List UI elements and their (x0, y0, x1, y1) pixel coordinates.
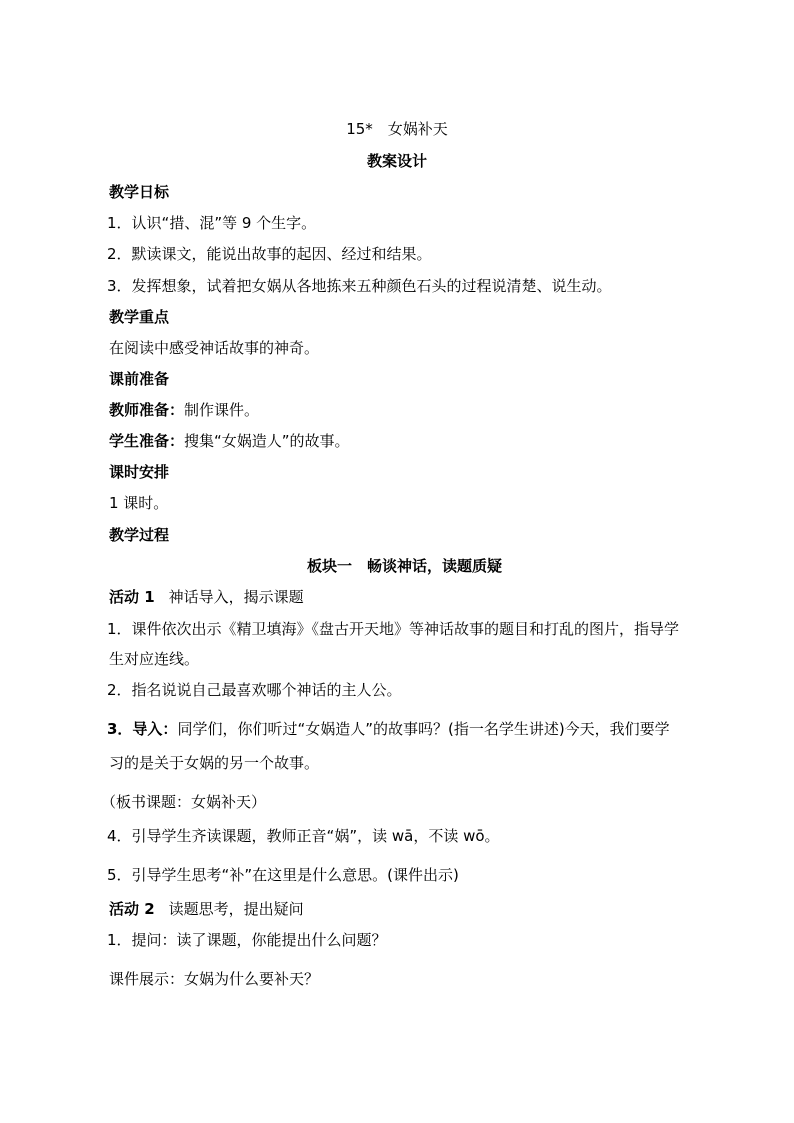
a1-item-3-label: 3．导入： (107, 720, 178, 738)
a1-item-3-line2: 习的是关于女娲的另一个故事。 (109, 754, 320, 772)
prep-student (109, 431, 724, 451)
block-heading-1: 板块一 畅谈神话，读题质疑 (307, 557, 503, 575)
activity-2-title: 读题思考，提出疑问 (168, 900, 304, 918)
a2-courseware-show: 课件展示：女娲为什么要补天？ (109, 970, 320, 988)
section-heading-goals: 教学日标 (109, 183, 170, 201)
activity-1-heading (109, 587, 724, 607)
time-item-1: 1 课时。 (109, 494, 169, 512)
section-heading-key: 教学重点 (109, 308, 170, 326)
a1-item-3-line1 (107, 719, 722, 739)
goal-item-3: 3．发挥想象，试着把女娲从各地拣来五种颜色石头的过程说清楚、说生动。 (107, 277, 612, 295)
a1-item-3-text: 同学们，你们听过“女娲造人”的故事吗？(指一名学生讲述)今天，我们要学 (177, 720, 670, 738)
document-title: 15* 女娲补天 (346, 120, 448, 138)
a1-item-2: 2．指名说说自己最喜欢哪个神话的主人公。 (107, 681, 402, 699)
prep-teacher (109, 400, 724, 420)
section-heading-prep: 课前准备 (109, 370, 170, 388)
a1-item-1-line2: 生对应连线。 (109, 650, 200, 668)
activity-2-heading (109, 899, 724, 919)
activity-1-label: 活动 1 (109, 588, 155, 606)
activity-1-title: 神话导入，揭示课题 (168, 588, 304, 606)
a1-item-1-line1: 1．课件依次出示《精卫填海》《盘古开天地》等神话故事的题目和打乱的图片，指导学 (107, 620, 680, 638)
prep-teacher-text: 制作课件。 (184, 401, 260, 419)
prep-student-label: 学生准备： (109, 432, 185, 450)
section-heading-process: 教学过程 (109, 526, 170, 544)
section-heading-time: 课时安排 (109, 463, 170, 481)
prep-teacher-label: 教师准备： (109, 401, 185, 419)
document-subtitle: 教案设计 (366, 152, 427, 170)
a1-item-4: 4．引导学生齐读课题，教师正音“娲”，读 wā，不读 wō。 (107, 827, 500, 845)
key-item-1: 在阅读中感受神话故事的神奇。 (109, 339, 320, 357)
activity-2-label: 活动 2 (109, 900, 155, 918)
a1-board-title: （板书课题：女娲补天） (101, 793, 267, 811)
a2-item-1: 1．提问：读了课题，你能提出什么问题？ (107, 931, 387, 949)
prep-student-text: 搜集“女娲造人”的故事。 (184, 432, 350, 450)
goal-item-2: 2．默读课文，能说出故事的起因、经过和结果。 (107, 245, 432, 263)
goal-item-1: 1．认识“措、混”等 9 个生字。 (107, 214, 317, 232)
a1-item-5: 5．引导学生思考“补”在这里是什么意思。(课件出示) (107, 866, 459, 884)
